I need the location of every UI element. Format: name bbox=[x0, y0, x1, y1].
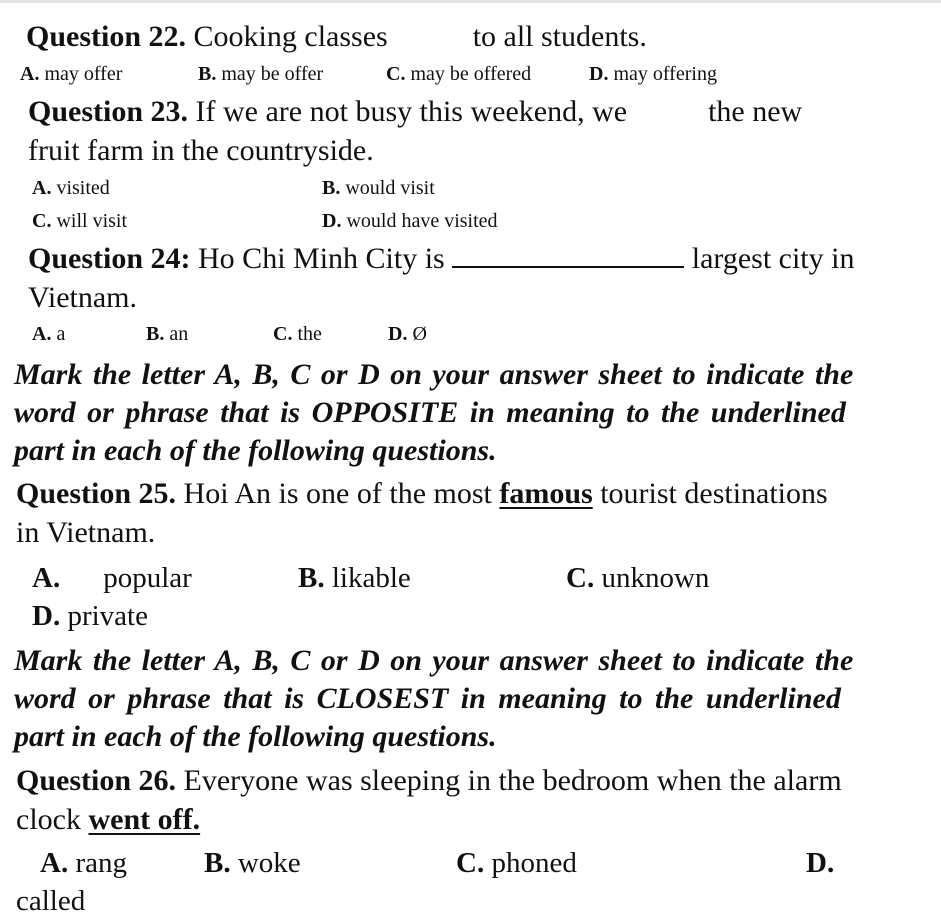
option-c[interactable]: C. may be offered bbox=[386, 63, 532, 85]
underlined-word: famous bbox=[499, 477, 593, 510]
question-text-line2: Vietnam. bbox=[28, 281, 137, 314]
option-d[interactable]: D. may offering bbox=[589, 63, 717, 85]
question-text: tourist destinations bbox=[600, 477, 828, 510]
question-text: Hoi An is one of the most bbox=[183, 477, 492, 510]
question-text-line2: in Vietnam. bbox=[16, 516, 156, 549]
question-text: to all students. bbox=[472, 20, 647, 53]
question-text-line2: clock went off. bbox=[16, 803, 201, 836]
option-a[interactable]: A. may offer bbox=[20, 63, 123, 85]
underlined-word: went off. bbox=[88, 803, 201, 836]
question-25 bbox=[16, 477, 828, 511]
question-text: Ho Chi Minh City is bbox=[198, 242, 445, 275]
option-d[interactable]: D. bbox=[806, 847, 835, 879]
option-b[interactable]: B. would visit bbox=[322, 177, 435, 199]
option-c[interactable]: C. phoned bbox=[456, 847, 577, 879]
option-d[interactable]: D. would have visited bbox=[322, 210, 498, 232]
question-text-line2: fruit farm in the countryside. bbox=[28, 134, 374, 167]
question-label: Question 26. bbox=[16, 764, 177, 797]
option-c[interactable]: C. will visit bbox=[32, 210, 128, 232]
question-26 bbox=[16, 764, 842, 798]
option-d[interactable]: D. private bbox=[32, 600, 148, 632]
option-d-text[interactable]: called bbox=[16, 885, 86, 917]
option-c[interactable]: C. the bbox=[273, 323, 322, 345]
option-d[interactable]: D. Ø bbox=[388, 323, 427, 345]
option-c[interactable]: C. unknown bbox=[566, 562, 710, 594]
instruction-line: part in each of the following questions. bbox=[14, 434, 497, 467]
question-22 bbox=[26, 20, 647, 54]
question-text: Everyone was sleeping in the bedroom when the alarm bbox=[183, 764, 842, 797]
option-b[interactable]: B. likable bbox=[298, 562, 411, 594]
question-text: largest city in bbox=[691, 242, 855, 275]
top-border bbox=[0, 0, 941, 3]
question-text: the new bbox=[708, 95, 803, 128]
option-a[interactable]: A. popular bbox=[32, 562, 192, 594]
answer-blank[interactable] bbox=[452, 242, 684, 268]
question-text: If we are not busy this weekend, we bbox=[195, 95, 628, 128]
option-b[interactable]: B. an bbox=[146, 323, 189, 345]
instruction-line: word or phrase that is OPPOSITE in meaning to the underlined bbox=[14, 396, 846, 429]
option-a[interactable]: A. visited bbox=[32, 177, 110, 199]
instruction-line: Mark the letter A, B, C or D on your answer sheet to indicate the bbox=[14, 644, 854, 677]
option-b[interactable]: B. may be offer bbox=[198, 63, 324, 85]
option-a[interactable]: A. a bbox=[32, 323, 66, 345]
question-label: Question 24: bbox=[28, 242, 191, 275]
question-24 bbox=[28, 242, 854, 276]
option-a[interactable]: A. rang bbox=[40, 847, 127, 879]
question-label: Question 22. bbox=[26, 20, 187, 53]
question-label: Question 23. bbox=[28, 95, 189, 128]
question-label: Question 25. bbox=[16, 477, 177, 510]
question-text: Cooking classes bbox=[193, 20, 388, 53]
instruction-line: Mark the letter A, B, C or D on your answer sheet to indicate the bbox=[14, 358, 854, 391]
option-b[interactable]: B. woke bbox=[204, 847, 301, 879]
instruction-line: part in each of the following questions. bbox=[14, 720, 497, 753]
instruction-line: word or phrase that is CLOSEST in meaning to the underlined bbox=[14, 682, 841, 715]
question-23 bbox=[28, 95, 802, 129]
